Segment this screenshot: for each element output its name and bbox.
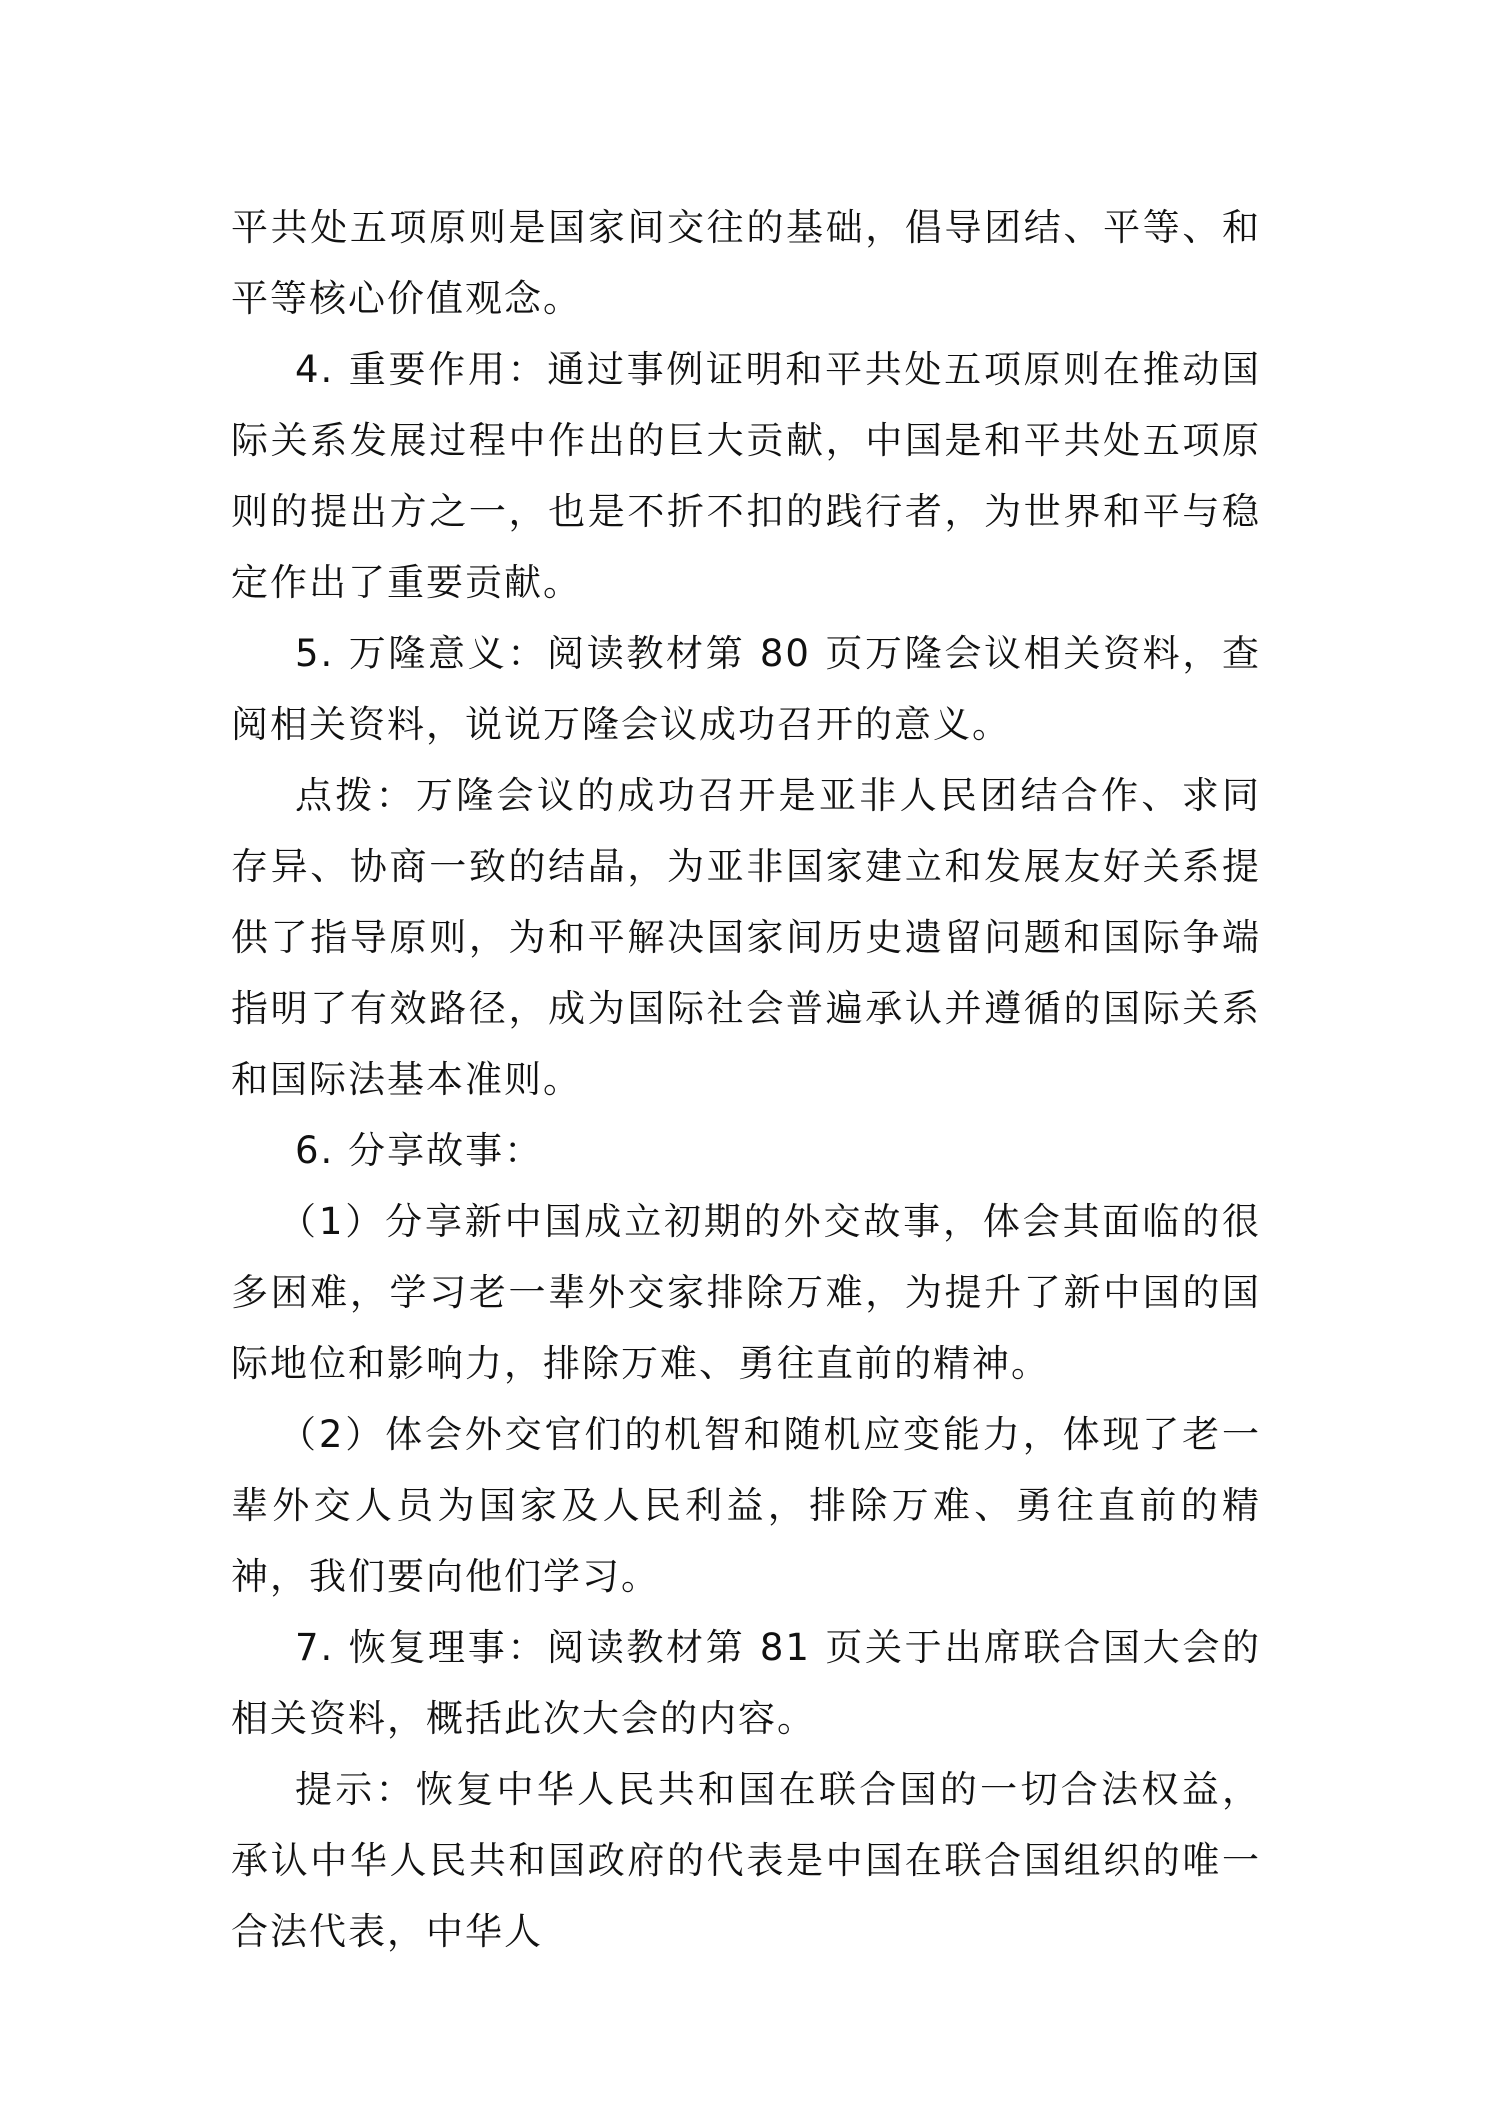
paragraph-bandung-significance: 5. 万隆意义：阅读教材第 80 页万隆会议相关资料，查阅相关资料，说说万隆会议成功召开的意义。: [231, 632, 1261, 746]
paragraph-bandung-guidance: 点拨：万隆会议的成功召开是亚非人民团结合作、求同存异、协商一致的结晶，为亚非国家建立和发展友好关系提供了指导原则，为和平解决国家间历史遗留问题和国际争端指明了有效路径，成为国际社会普遍承认并遵循的国际关系和国际法基本准则。: [231, 774, 1261, 1101]
paragraph-restore-seat-hint: 提示：恢复中华人民共和国在联合国的一切合法权益，承认中华人民共和国政府的代表是中国在联合国组织的唯一合法代表，中华人: [231, 1768, 1261, 1953]
paragraph-restore-seat: 7. 恢复理事：阅读教材第 81 页关于出席联合国大会的相关资料，概括此次大会的内容。: [231, 1626, 1261, 1740]
paragraph-share-stories-item-1: （1）分享新中国成立初期的外交故事，体会其面临的很多困难，学习老一辈外交家排除万难，为提升了新中国的国际地位和影响力，排除万难、勇往直前的精神。: [231, 1200, 1261, 1385]
paragraph-share-stories-heading: 6. 分享故事：: [295, 1129, 544, 1172]
paragraph-principles-continuation: 平共处五项原则是国家间交往的基础，倡导团结、平等、和平等核心价值观念。: [231, 206, 1261, 320]
document-body: [231, 192, 1261, 1967]
paragraph-important-role: 4. 重要作用：通过事例证明和平共处五项原则在推动国际关系发展过程中作出的巨大贡献，中国是和平共处五项原则的提出方之一，也是不折不扣的践行者，为世界和平与稳定作出了重要贡献。: [231, 348, 1261, 604]
paragraph-share-stories-item-2: （2）体会外交官们的机智和随机应变能力，体现了老一辈外交人员为国家及人民利益，排除万难、勇往直前的精神，我们要向他们学习。: [231, 1413, 1261, 1598]
